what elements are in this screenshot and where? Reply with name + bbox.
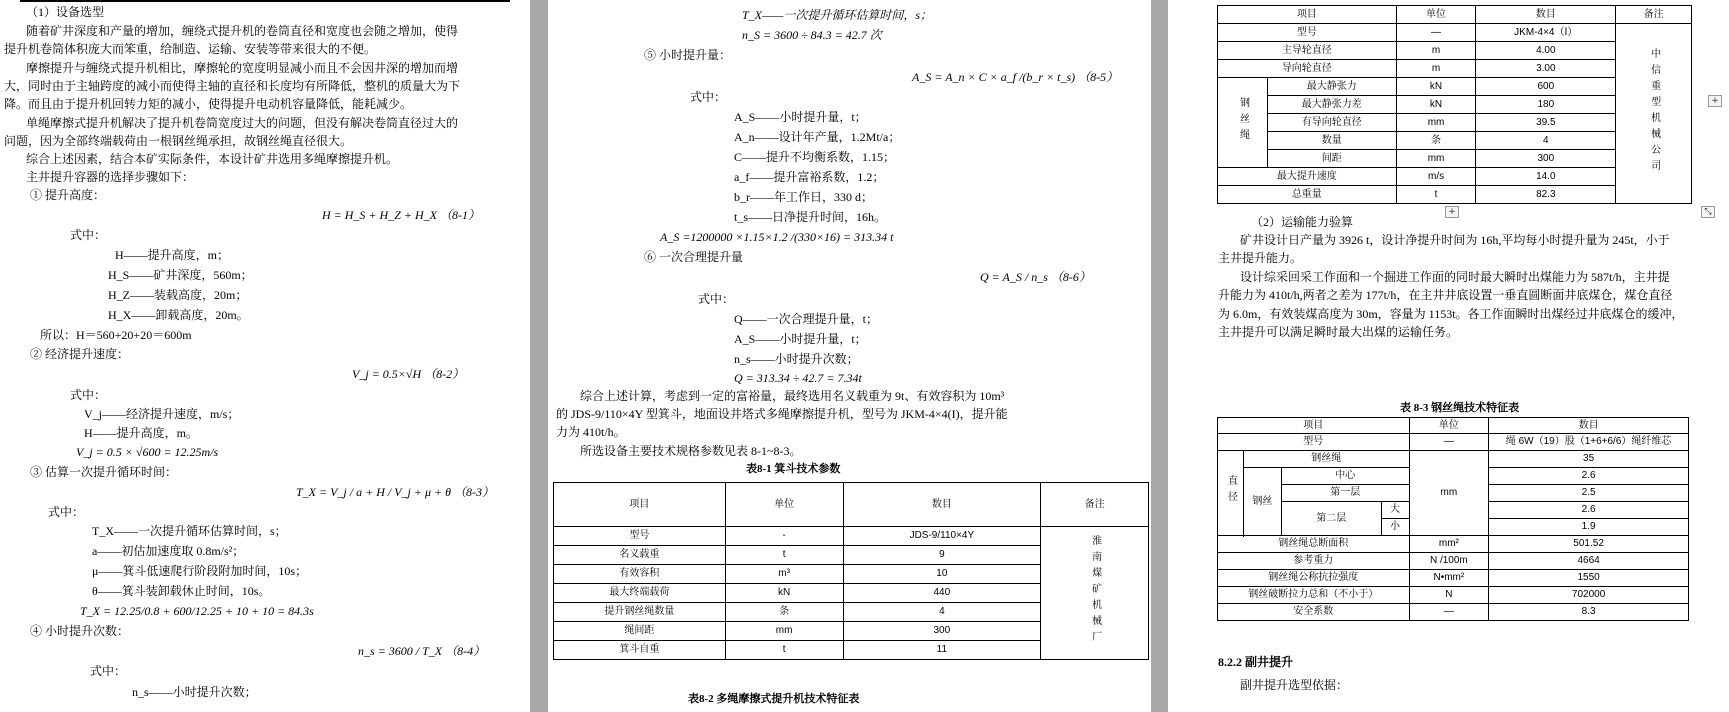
remark-cell [1616, 24, 1692, 204]
equation: A_S = A_n × C × a_f /(b_r × t_s) （8-5） [912, 70, 1119, 84]
paragraph-line: 副井提升选型依据： [1240, 678, 1349, 692]
equation: n_s = 3600 / T_X （8-4） [358, 644, 486, 658]
table-cell: 钢丝绳公称抗拉强度 [1218, 570, 1410, 587]
table-cell: 小 [1381, 519, 1409, 536]
table-cell: 702000 [1489, 587, 1689, 604]
table-cell: 3.00 [1476, 60, 1616, 78]
table-cell: 绳 6W（19）股（1+6+6/6）绳纤维芯 [1489, 434, 1689, 451]
where-label: 式中： [698, 292, 735, 306]
table-cell: 8.3 [1489, 604, 1689, 621]
paragraph-line: 所选设备主要技术规格参数见表 8-1~8-3。 [580, 444, 802, 458]
table-cell: 安全系数 [1218, 604, 1410, 621]
table-cell: 180 [1476, 96, 1616, 114]
table-cell: t [725, 546, 843, 565]
remark-cell [1041, 527, 1149, 660]
document-page-3 [1168, 0, 1729, 712]
paragraph-line: 单绳摩擦式提升机解决了提升机卷筒宽度过大的问题，但没有解决卷筒直径过大的 [26, 116, 459, 130]
group-label: 直径 [1225, 475, 1237, 507]
group-cell [1218, 78, 1268, 168]
table-cell: — [1409, 434, 1489, 451]
table-cell: 总重量 [1218, 186, 1397, 204]
section-heading: （1）设备选型 [26, 5, 105, 19]
table-cell: 最大静张力差 [1267, 96, 1396, 114]
definition-line: A_n——设计年产量，1.2Mt/a； [734, 130, 901, 144]
table-cell: N [1409, 587, 1489, 604]
step-heading: ⑥ 一次合理提升量 [644, 250, 744, 264]
result-line: Q = 313.34 ÷ 42.7 = 7.34t [734, 371, 862, 385]
table-cell: 箕斗自重 [554, 641, 726, 660]
table-cell: 10 [843, 565, 1041, 584]
table-cell: 条 [1396, 132, 1476, 150]
table-cell: 2.6 [1489, 468, 1689, 485]
header-cell: 项目 [1218, 6, 1397, 24]
definition-line: n_s——小时提升次数； [734, 352, 859, 366]
header-cell: 项目 [554, 483, 726, 527]
definition-line: H_Z——装载高度，20m； [108, 288, 248, 302]
table-cell: 型号 [1218, 434, 1410, 451]
paragraph-line: 摩擦提升与缠绕式提升机相比，摩擦轮的宽度明显减小而且不会因井深的增加而增 [26, 61, 459, 75]
where-label: 式中： [90, 664, 127, 678]
definition-line: H_S——矿井深度，560m； [108, 268, 253, 282]
page-top-rule [20, 0, 510, 2]
table-row [1218, 24, 1692, 42]
result-line: n_S = 3600 ÷ 84.3 = 42.7 次 [742, 28, 882, 42]
table-cell: kN [725, 584, 843, 603]
paragraph-line: 为 6.0m，有效装煤高度为 30m，容量为 1153t。各工作面瞬时出煤经过井底煤仓的缓冲， [1218, 307, 1684, 321]
definition-line: H_X——卸载高度，20m。 [108, 308, 249, 322]
table-cell: 2.5 [1489, 485, 1689, 502]
table-cell: 9 [843, 546, 1041, 565]
paragraph-line: 降。而且由于提升机回转力矩的减小，使得提升电动机容量降低，能耗减少。 [4, 97, 413, 111]
table-cell: mm² [1409, 536, 1489, 553]
table-cell: N /100m [1409, 553, 1489, 570]
table-cell: 钢丝绳 [1243, 451, 1409, 468]
paragraph-line: 的 JDS-9/110×4Y 型箕斗，地面设井塔式多绳摩擦提升机，型号为 JKM-4×4(I)，提升能 [556, 407, 1008, 421]
table-cell: 型号 [1218, 24, 1397, 42]
table-cell: 39.5 [1476, 114, 1616, 132]
header-cell: 数目 [1489, 418, 1689, 434]
table-cell: 第二层 [1281, 502, 1381, 536]
unit-cell: mm [1409, 451, 1489, 536]
header-cell: 备注 [1041, 483, 1149, 527]
rope-spec-table [1217, 417, 1689, 621]
table-row [1218, 451, 1689, 468]
paragraph-line: 设计综采回采工作面和一个掘进工作面的同时最大瞬时出煤能力为 587t/h，主井提 [1240, 270, 1670, 284]
table-cell: 有导向轮直径 [1267, 114, 1396, 132]
table-cell: 35 [1489, 451, 1689, 468]
table-cell: 14.0 [1476, 168, 1616, 186]
hoist-spec-table [1217, 5, 1692, 204]
header-cell: 数目 [1476, 6, 1616, 24]
table-add-column-button[interactable]: + [1708, 95, 1722, 107]
table-cell: m [1396, 42, 1476, 60]
definition-line: Q——一次合理提升量，t； [734, 312, 879, 326]
definition-line: a_f——提升富裕系数，1.2； [734, 170, 885, 184]
header-cell: 数目 [843, 483, 1041, 527]
definition-line: μ——箕斗低速爬行阶段附加时间，10s； [92, 564, 308, 578]
table-cell: 提升钢丝绳数量 [554, 603, 726, 622]
table-cell: 导向轮直径 [1218, 60, 1397, 78]
where-label: 式中： [48, 505, 85, 519]
definition-line: T_X——一次提升循环估算时间，s； [742, 8, 933, 22]
table-row [1218, 587, 1689, 604]
table-cell: 最大提升速度 [1218, 168, 1397, 186]
header-cell: 单位 [1409, 418, 1489, 434]
table-cell: 300 [843, 622, 1041, 641]
paragraph-line: 随着矿井深度和产量的增加，缠绕式提升机的卷筒直径和宽度也会随之增加，使得 [26, 24, 459, 38]
paragraph-line: 提升机卷筒体积庞大而笨重，给制造、运输、安装等带来很大的不便。 [4, 42, 377, 56]
table-cell: — [1396, 24, 1476, 42]
table-cell: 主导轮直径 [1218, 42, 1397, 60]
section-heading: （2）运输能力验算 [1251, 215, 1354, 229]
table-cell: 参考重力 [1218, 553, 1410, 570]
table-cell: t [1396, 186, 1476, 204]
table-header-row [1218, 6, 1692, 24]
table-cell: mm [1396, 114, 1476, 132]
definition-line: a——初估加速度取 0.8m/s²； [92, 544, 245, 558]
table-cell: 绳间距 [554, 622, 726, 641]
header-cell: 备注 [1616, 6, 1692, 24]
group-cell [1218, 451, 1244, 536]
table-row [1218, 434, 1689, 451]
table-row [1218, 604, 1689, 621]
subsection-heading: 8.2.2 副井提升 [1218, 655, 1294, 669]
table-cell: JDS-9/110×4Y [843, 527, 1041, 546]
definition-line: V_j——经济提升速度，m/s； [84, 407, 240, 421]
table-cell: mm [725, 622, 843, 641]
step-heading: ① 提升高度： [30, 188, 106, 202]
table-cell: 1550 [1489, 570, 1689, 587]
group-cell: 钢丝 [1243, 468, 1281, 536]
paragraph-line: 升能力为 410t/h,两者之差为 177t/h，在主井井底设置一垂直圆断面井底煤仓，煤仓直径 [1218, 288, 1673, 302]
remark-text: 淮南煤矿机械厂 [1089, 535, 1101, 647]
equation: H = H_S + H_Z + H_X （8-1） [322, 208, 480, 222]
paragraph-line: 问题，因为全部终端载荷由一根钢丝绳承担，故钢丝绳直径很大。 [4, 134, 353, 148]
table-cell: — [1409, 604, 1489, 621]
table-cell: 条 [725, 603, 843, 622]
table-cell: t [725, 641, 843, 660]
equation: V_j = 0.5×√H （8-2） [352, 367, 465, 381]
table-cell: 间距 [1267, 150, 1396, 168]
result-line: V_j = 0.5 × √600 = 12.25m/s [76, 445, 219, 459]
table-cell: 4664 [1489, 553, 1689, 570]
group-label: 钢丝绳 [1237, 96, 1249, 145]
table-cell: m³ [725, 565, 843, 584]
table-row [1218, 536, 1689, 553]
result-line: T_X = 12.25/0.8 + 600/12.25 + 10 + 10 = 84.3s [80, 604, 314, 618]
table-cell: 数量 [1267, 132, 1396, 150]
result-line: 所以：H＝560+20+20＝600m [40, 328, 192, 342]
paragraph-line: 主井提升可以满足瞬时最大出煤的运输任务。 [1218, 325, 1459, 339]
table-caption: 表8-1 箕斗技术参数 [746, 463, 841, 475]
table-cell: m [1396, 60, 1476, 78]
definition-line: b_r——年工作日，330 d； [734, 190, 873, 204]
table-cell: 钢丝绳总断面积 [1218, 536, 1410, 553]
step-heading: ③ 估算一次提升循环时间： [30, 465, 178, 479]
paragraph-line: 综合上述计算，考虑到一定的富裕量，最终选用名义载重为 9t、有效容积为 10m³ [580, 389, 1005, 403]
table-cell: kN [1396, 78, 1476, 96]
definition-line: t_s——日净提升时间，16h。 [734, 210, 887, 224]
header-cell: 单位 [725, 483, 843, 527]
table-caption: 表8-2 多绳摩擦式提升机技术特征表 [688, 693, 860, 705]
document-page-2 [548, 0, 1151, 712]
paragraph-line: 矿井设计日产量为 3926 t，设计净提升时间为 16h,平均每小时提升量为 245t，小于 [1240, 233, 1670, 247]
table-resize-handle[interactable]: ⤡ [1701, 206, 1715, 218]
step-heading: ② 经济提升速度： [30, 347, 130, 361]
definition-line: C——提升不均衡系数，1.15； [734, 150, 896, 164]
equation: T_X = V_j / a + H / V_j + μ + θ （8-3） [296, 485, 494, 499]
definition-line: A_S——小时提升量，t； [734, 332, 867, 346]
table-cell: m/s [1396, 168, 1476, 186]
table-cell: 11 [843, 641, 1041, 660]
equation: Q = A_S / n_s （8-6） [980, 270, 1091, 284]
table-header-row [554, 483, 1149, 527]
remark-text: 中信重型机械公司 [1648, 47, 1660, 176]
paragraph-line: 力为 410t/h。 [556, 425, 626, 439]
definition-line: n_s——小时提升次数； [132, 685, 257, 699]
table-cell: 中心 [1281, 468, 1409, 485]
table-cell: mm [1396, 150, 1476, 168]
definition-line: H——提升高度，m； [115, 248, 230, 262]
paragraph-line: 主井提升容器的选择步骤如下： [26, 170, 195, 184]
table-cell: 1.9 [1489, 519, 1689, 536]
table-row [1218, 553, 1689, 570]
paragraph-line: 主井提升能力。 [1218, 251, 1303, 265]
table-row [1218, 570, 1689, 587]
where-label: 式中： [70, 388, 107, 402]
header-cell: 单位 [1396, 6, 1476, 24]
table-cell: 600 [1476, 78, 1616, 96]
table-cell: 有效容积 [554, 565, 726, 584]
definition-line: A_S——小时提升量，t； [734, 110, 867, 124]
table-cell: 300 [1476, 150, 1616, 168]
result-line: A_S =1200000 ×1.15×1.2 /(330×16) = 313.34 t [660, 230, 894, 244]
table-cell: 最大终端载荷 [554, 584, 726, 603]
paragraph-line: 大，同时由于主轴跨度的减小而使得主轴的直径和长度均有所降低，整机的质量大为下 [4, 79, 461, 93]
table-header-row [1218, 418, 1689, 434]
header-cell: 项目 [1218, 418, 1410, 434]
step-heading: ④ 小时提升次数： [30, 624, 130, 638]
where-label: 式中： [690, 90, 727, 104]
table-cell: 440 [843, 584, 1041, 603]
table-caption: 表 8-3 钢丝绳技术特征表 [1400, 402, 1520, 414]
table-cell: N•mm² [1409, 570, 1489, 587]
definition-line: H——提升高度，m。 [84, 426, 199, 440]
table-cell: 钢丝破断拉力总和（不小于） [1218, 587, 1410, 604]
table-cell: 大 [1381, 502, 1409, 519]
table-cell: 4 [843, 603, 1041, 622]
document-page-1 [0, 0, 530, 712]
definition-line: θ——箕斗装卸载休止时间，10s。 [92, 584, 271, 598]
skip-parameters-table [553, 482, 1149, 660]
table-cell: JKM-4×4（Ⅰ） [1476, 24, 1616, 42]
table-add-row-button[interactable]: + [1445, 206, 1459, 218]
table-cell: 501.52 [1489, 536, 1689, 553]
table-cell: 4.00 [1476, 42, 1616, 60]
table-cell: 型号 [554, 527, 726, 546]
table-cell: 最大静张力 [1267, 78, 1396, 96]
table-cell: 名义载重 [554, 546, 726, 565]
table-cell: 4 [1476, 132, 1616, 150]
table-cell: kN [1396, 96, 1476, 114]
step-heading: ⑤ 小时提升量： [644, 48, 732, 62]
table-cell: 82.3 [1476, 186, 1616, 204]
table-row [554, 527, 1149, 546]
where-label: 式中： [70, 228, 107, 242]
table-cell: - [725, 527, 843, 546]
table-cell: 2.6 [1489, 502, 1689, 519]
paragraph-line: 综合上述因素，结合本矿实际条件，本设计矿井选用多绳摩擦提升机。 [26, 152, 399, 166]
definition-line: T_X——一次提升循环估算时间，s； [92, 524, 287, 538]
table-cell: 第一层 [1281, 485, 1409, 502]
